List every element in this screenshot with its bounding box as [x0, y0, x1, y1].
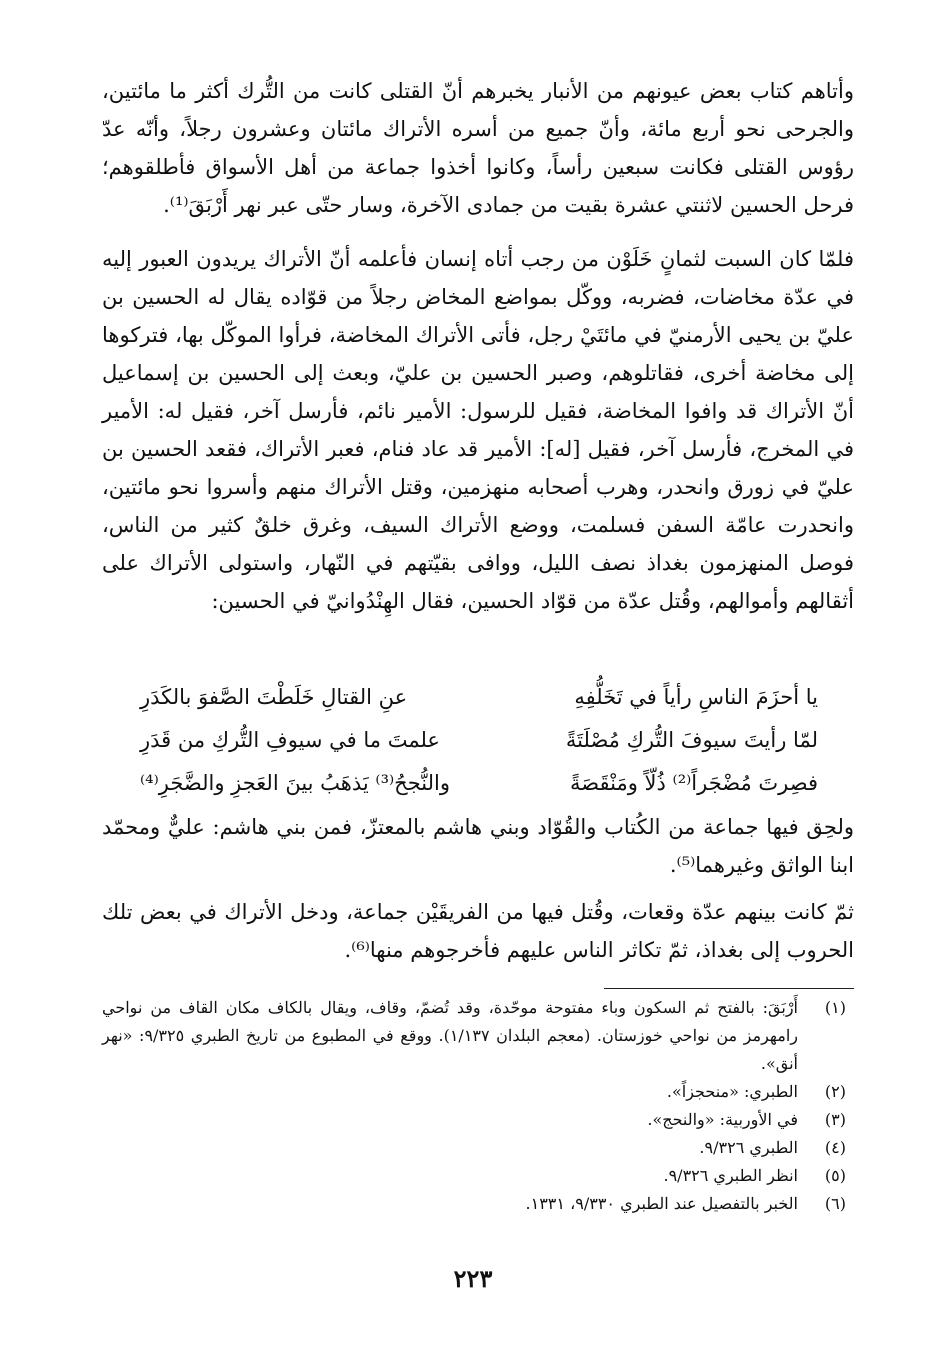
footnote-number: (٢) [824, 1082, 846, 1101]
verse-first-hemistich: لمّا رأيتَ سيوفَ التُّركِ مُصْلَتَةً [565, 728, 818, 752]
footnote-number: (٣) [824, 1110, 846, 1129]
footnote-number: (٤) [824, 1138, 846, 1157]
footnote-text: في الأوربية: «والنحج». [647, 1110, 798, 1129]
footnote [102, 1162, 846, 1190]
poem-verses [140, 676, 818, 805]
paragraph-4: ثمّ كانت بينهم عدّة وقعات، وقُتل فيها من الفريقَيْن جماعة، ودخل الأتراك في بعض تلك الحروب إلى بغداذ، ثمّ تكاثر الناس عليهم فأخرجوهم منها⁽⁶⁾. [102, 900, 854, 962]
footnote-text: الطبري: «منحجزاً». [666, 1082, 798, 1101]
verse-line [140, 676, 818, 719]
page-number: ٢٢٣ [453, 1264, 493, 1293]
paragraph-3: ولحِق فيها جماعة من الكُتاب والقُوّاد وبني هاشم بالمعتزّ، فمن بني هاشم: عليٌّ ومحمّد ابنا الواثق وغيرهما⁽⁵⁾. [102, 815, 854, 877]
footnote-text: انظر الطبري ٩/٣٢٦. [663, 1166, 798, 1185]
verse-second-hemistich: علمتَ ما في سيوفِ التُّركِ من قَدَرِ [140, 728, 440, 752]
footnotes [102, 994, 846, 1218]
footnote [102, 1078, 846, 1106]
footnote [102, 994, 846, 1078]
footnote [102, 1134, 846, 1162]
paragraph-2: فلمّا كان السبت لثمانٍ خَلَوْن من رجب أتاه إنسان فأعلمه أنّ الأتراك يريدون العبور إليه في عدّة مخاضات، فضربه، ووكّل بمواضع المخاض رجلاً من قوّاده يقال له الحسين بن عليّ بن يحيى الأرمنيّ في مائتَيْ رجل، فأتى الأتراك المخاضة، فرأوا الموكّل بها، فتركوها إلى مخاضة أخرى، فقاتلوهم، وصبر الحسين بن عليّ، وبعث إلى الحسين بن إسماعيل أنّ الأتراك قد وافوا المخاضة، فقيل للرسول: الأمير نائم، فأرسل آخر، فقيل له: الأمير في المخرج، فأرسل آخر، فقيل [له]: الأمير قد عاد فنام، فعبر الأتراك، فقعد الحسين بن عليّ في زورق وانحدر، وهرب أصحابه منهزمين، وقتل الأتراك منهم وأسروا نحو مائتين، وانحدرت عامّة السفن فسلمت، ووضع الأتراك السيف، وغرق خلقٌ كثير من الناس، فوصل المنهزمون بغداذ نصف الليل، ووافى بقيّتهم في النّهار، واستولى الأتراك على أثقالهم وأموالهم، وقُتل عدّة من قوّاد الحسين، فقال الهِنْدُوانيّ في الحسين: [102, 247, 854, 613]
verse-first-hemistich: فصِرتَ مُضْجَراً⁽²⁾ ذُلّاً ومَنْقَصَةً [570, 771, 818, 795]
footnote-number: (٥) [824, 1166, 846, 1185]
footnote-number: (١) [824, 998, 846, 1017]
footnote-text: الطبري ٩/٣٢٦. [699, 1138, 798, 1157]
paragraph-1: وأتاهم كتاب بعض عيونهم من الأنبار يخبرهم أنّ القتلى كانت من التُّرك أكثر ما مائتين، والجرحى نحو أربع مائة، وأنّ جميع من أسره الأتراك مائتان وعشرون رجلاً، وأنّه عدّ رؤوس القتلى فكانت سبعين رأساً، وكانوا أخذوا جماعة من أهل الأسواق فأطلقوهم؛ فرحل الحسين لاثنتي عشرة بقيت من جمادى الآخرة، وسار حتّى عبر نهر أَرْبَقَ⁽¹⁾. [102, 79, 854, 217]
footnote-text: أَرْبَقَ: بالفتح ثم السكون وباء مفتوحة موحّدة، وقد تُضمّ، وقاف، ويقال بالكاف مكان القاف من نواحي رامهرمز من نواحي خوزستان. (معجم البلدان ١/١٣٧). ووقع في المطبوع من تاريخ الطبري ٩/٣٢٥: «نهر أنق». [102, 998, 799, 1073]
footnote [102, 1106, 846, 1134]
footnote-separator [604, 988, 854, 989]
verse-line [140, 762, 818, 805]
verse-second-hemistich: والنُّجحُ⁽³⁾ يَذهَبُ بينَ العَجزِ والضَّجَرِ⁽⁴⁾ [140, 771, 450, 795]
footnote-text: الخبر بالتفصيل عند الطبري ٩/٣٣٠، ١٣٣١. [525, 1194, 798, 1213]
footnote-number: (٦) [824, 1194, 846, 1213]
footnote [102, 1190, 846, 1218]
verse-line [140, 719, 818, 762]
verse-second-hemistich: عنِ القتالِ خَلَطْتَ الصَّفوَ بالكَدَرِ [140, 685, 408, 709]
verse-first-hemistich: يا أحزَمَ الناسِ رأياً في تَخَلُّفِهِ [574, 685, 818, 709]
